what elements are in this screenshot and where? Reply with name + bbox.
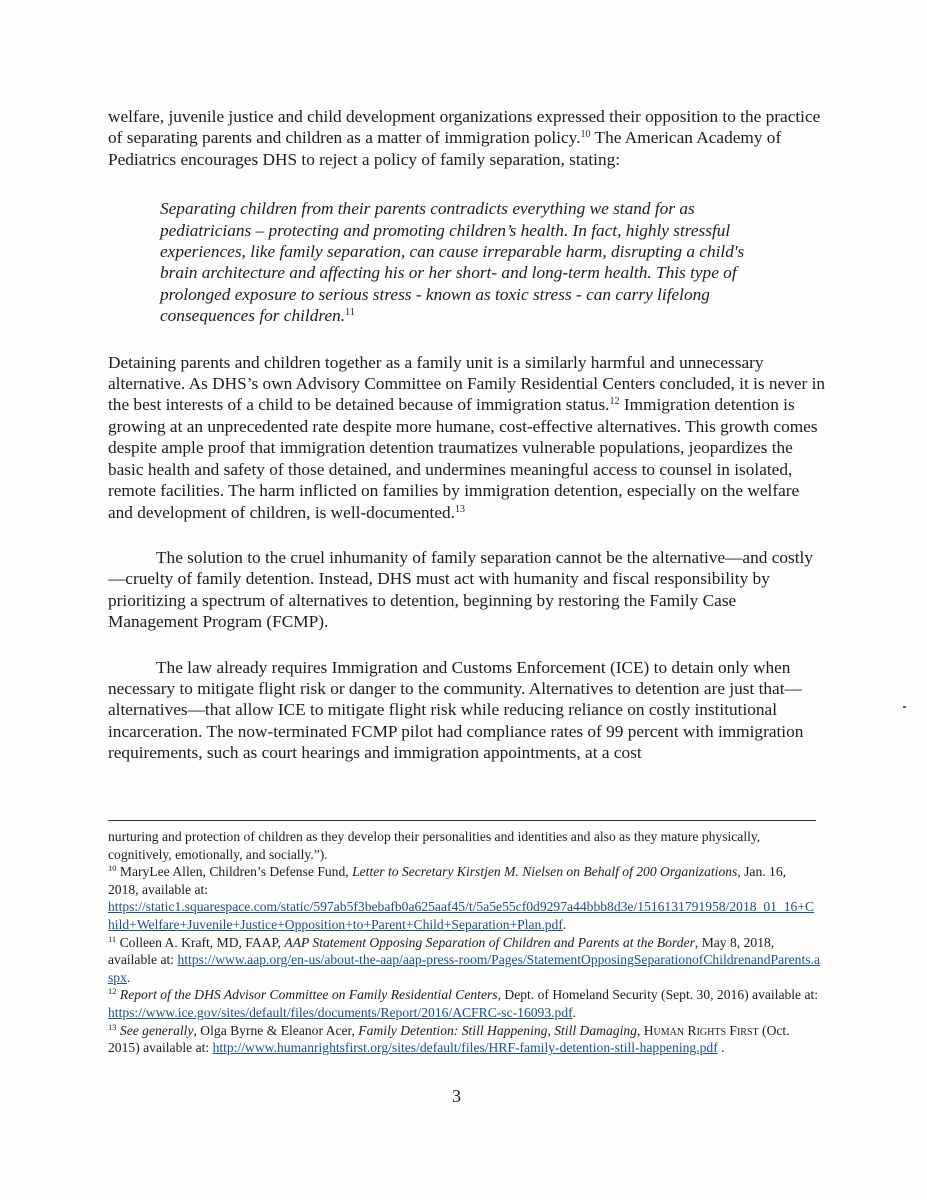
footnote-11 <box>108 934 820 987</box>
page-number: 3 <box>452 1086 461 1106</box>
footnote-text: , Olga Byrne & Eleanor Acer, <box>193 1022 359 1038</box>
footnote-text: . <box>562 916 567 932</box>
paragraph-text: welfare, juvenile justice and child development organizations expressed their opposition to the practice of separating parents and children as a matter of immigration policy. <box>108 107 821 148</box>
footnote-ref: 11 <box>345 307 355 319</box>
footnote-11-link[interactable]: https://www.aap.org/en-us/about-the-aap/aap-press-room/Pages/StatementOpposingSeparationofChildrenandParents.aspx <box>108 952 820 985</box>
footnote-number: 10 <box>108 863 117 874</box>
footnote-ref: 13 <box>454 503 465 515</box>
paragraph-solution: The solution to the cruel inhumanity of family separation cannot be the alternative—and costly—cruelty of family detention. Instead, DHS must act with humanity and fiscal responsibility by prioritizing a spectrum of alternatives to detention, beginning by restoring the Family Case Management Program (FCMP). <box>108 547 813 632</box>
footnote-title: Report of the DHS Advisor Committee on Family Residential Centers <box>116 987 498 1003</box>
footnote-ref: 10 <box>580 129 591 141</box>
footnote-number: 12 <box>108 986 117 997</box>
footnote-text: . <box>126 969 131 985</box>
footnote-text: , <box>636 1022 644 1038</box>
footnote-text: , Dept. of Homeland Security (Sept. 30, 2016) available at: <box>497 987 819 1003</box>
paragraph-text: Detaining parents and children together as a family unit is a similarly harmful and unnecessary alternative. As DHS’s own Advisory Committee on Family Residential Centers concluded, it is never in the best interests of a child to be detained because of immigration status. <box>108 352 826 415</box>
footnote-ref: 12 <box>609 396 620 408</box>
footnote-text: (Oct. 2015) available at: <box>108 1022 790 1056</box>
footnote-signal: See generally <box>116 1022 194 1038</box>
footnote-title: Letter to Secretary Kirstjen M. Nielsen on Behalf of 200 Organizations <box>352 864 738 880</box>
footnote-title: AAP Statement Opposing Separation of Children and Parents at the Border <box>284 934 695 950</box>
footnote-text: Colleen A. Kraft, MD, FAAP, <box>116 934 285 950</box>
footnote-number: 11 <box>108 933 117 944</box>
footnote-text: , May 8, 2018, available at: <box>108 934 775 968</box>
block-quote <box>160 198 760 326</box>
footnote-number: 13 <box>108 1021 117 1032</box>
footnotes <box>108 828 820 1057</box>
footnote-divider <box>108 820 816 821</box>
footnote-10 <box>108 863 820 933</box>
paragraph-intro <box>108 106 828 170</box>
footnote-text: . <box>717 1040 725 1056</box>
footnote-text: , Jan. 16, 2018, available at: <box>108 864 787 897</box>
footnote-text: . <box>572 1004 577 1020</box>
paragraph-detention <box>108 352 828 523</box>
footnote-10-link[interactable]: https://static1.squarespace.com/static/597ab5f3bebafb0a625aaf45/t/5a5e55cf0d9297a44bbb8d3e/1516131791958/2018_01_16+Child+Welfare+Juvenile+Justice+Opposition+to+Parent+Child+Separation+Plan.pdf <box>108 899 815 932</box>
footnote-13-link[interactable]: http://www.humanrightsfirst.org/sites/default/files/HRF-family-detention-still-happening.pdf <box>212 1040 718 1056</box>
footnote-org: Human Rights First <box>643 1022 759 1038</box>
footnote-text: MaryLee Allen, Children’s Defense Fund, <box>116 864 353 880</box>
scan-speck <box>903 706 906 708</box>
quote-text: Separating children from their parents contradicts everything we stand for as pediatricians – protecting and promoting children’s health. In fact, highly stressful experiences, like family separation, can cause irreparable harm, disrupting a child's brain architecture and affecting his or her short- and long-term health. This type of prolonged exposure to serious stress - known as toxic stress - can carry lifelong consequences for children. <box>160 199 745 326</box>
footnote-continuation: nurturing and protection of children as they develop their personalities and identities and also as they mature physically, cognitively, emotionally, and socially.”). <box>108 829 761 862</box>
footnote-12-link[interactable]: https://www.ice.gov/sites/default/files/documents/Report/2016/ACFRC-sc-16093.pdf <box>108 1004 573 1020</box>
footnote-title: Family Detention: Still Happening, Still Damaging <box>358 1022 637 1038</box>
main-body <box>108 106 828 764</box>
paragraph-text: The American Academy of Pediatrics encourages DHS to reject a policy of family separation, stating: <box>108 128 782 169</box>
paragraph-text: Immigration detention is growing at an unprecedented rate despite more humane, cost-effective alternatives. This growth comes despite ample proof that immigration detention traumatizes vulnerable populations, jeopardizes the basic health and safety of those detained, and undermines meaningful access to counsel in isolated, remote facilities. The harm inflicted on families by immigration detention, especially on the welfare and development of children, is well-documented. <box>108 395 818 522</box>
footnote-12 <box>108 986 820 1021</box>
paragraph-law: The law already requires Immigration and Customs Enforcement (ICE) to detain only when necessary to mitigate flight risk or danger to the community. Alternatives to detention are just that—alternatives—that allow ICE to mitigate flight risk while reducing reliance on costly institutional incarceration. The now-terminated FCMP pilot had compliance rates of 99 percent with immigration requirements, such as court hearings and immigration appointments, at a cost <box>108 657 804 763</box>
footnote-13 <box>108 1022 820 1057</box>
